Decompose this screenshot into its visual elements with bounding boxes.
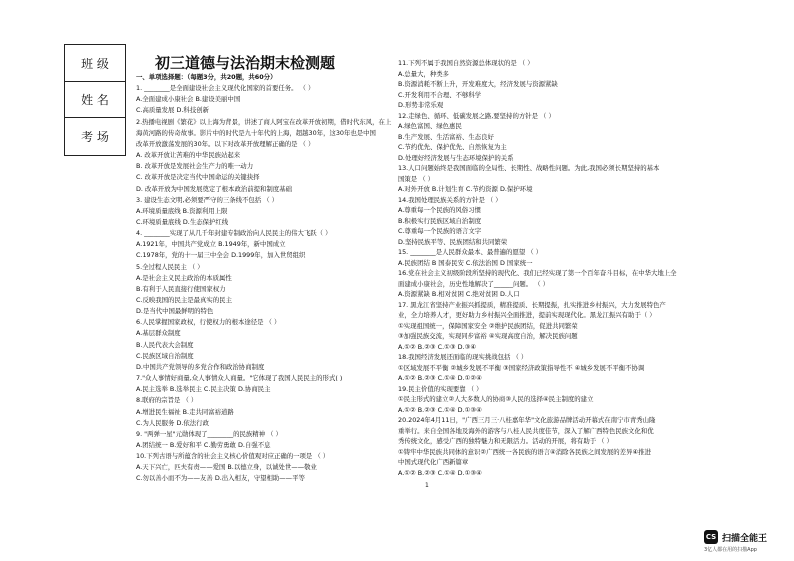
text-line: 6.人民掌握国家政权，行使权力的根本途径是 （ ） [136,318,281,327]
text-line: 4. ________实现了从几千年封建专制政治向人民民主的伟大飞跃（ ） [136,229,332,238]
brand-name: 扫描全能王 [722,533,768,544]
text-line: A.①② B.②③ C.①③ D.③④ [398,342,477,351]
text-line: A.民主选举 B.选举民主 C.民主决策 D.协商民主 [136,385,271,394]
text-line: ①实现祖国统一，保障国家安全 ②维护民族团结，促进共同繁荣 [398,321,578,330]
text-line: 14.我国处理民族关系的方针是 （ ） [398,195,502,204]
text-line: D.处理好经济发展与生态环境保护的关系 [398,153,514,162]
text-line: C.尊重每一个民族的语言文字 [398,227,482,235]
text-line: 9. "两弹一星"元勋体现了________的民族精神 （ ） [136,429,282,438]
text-line: 18.我国经济发展还面临的现实挑战包括 （ ） [398,353,528,361]
text-line: D.形势非常乐观 [398,101,444,109]
text-line: ①区域发展不平衡 ②城乡发展不平衡 ③国家经济政策指导性不 ④城乡发展不平衡不协调 [398,363,645,372]
text-line: D.坚持民族平等、民族团结和共同繁荣 [398,237,508,246]
text-line: 重举行。来自全国各地及海外的游客与八桂人民共度佳节，深入了解广西特色民族文化和优 [398,426,654,435]
text-line: A. 改革开放让苦难的中华民族站起来 [136,151,241,160]
exam-room-field: 考 场 [81,129,109,144]
text-line: A.尊重每一个民族的风俗习惯 [398,206,481,214]
exam-title: 初三道德与法治期末检测题 [155,54,336,72]
text-line: C.为人民服务 D.依法行政 [136,418,209,427]
text-line: A.增进民生福祉 B.走共同富裕道路 [136,407,234,416]
text-line: 2.热播电视剧《繁花》以上海为背景，讲述了商人阿宝在改革开放初期，借时代东风，在上 [136,117,392,126]
text-line: ①铸牢中华民族共同体的意识②广西统一各民族的语言④消除各民族之间发展的差异④推进 [398,447,651,456]
text-line: A.环境质量底线 B.资源利用上限 [136,206,228,215]
text-line: 3. 建设生态文明,必须要严守的三条线不包括 （ ） [136,195,279,204]
text-line: D.中国共产党领导的多党合作和政治协商制度 [136,362,265,371]
text-line: A.是社会主义民主政治的本质属性 [136,273,232,282]
text-line: 15. ________是人民群众最本、最普遍的愿望 （ ） [398,248,543,256]
text-line: A.民族团结 B 国泰民安 C.依法治国 D 国家统一 [398,258,533,267]
text-line: A.绿色富国、绿色惠民 [398,122,462,130]
text-line: A.团结统一 B.爱好和平 C.勤劳勇敢 D.自强不息 [136,440,271,449]
text-line: A.总量大，种类多 [398,69,450,78]
text-line: D. 改革开放为中国发展奠定了根本政治前提和制度基础 [136,184,292,193]
text-line: 一、单项选择题：（每题3分，共20题，共60分） [136,73,277,81]
text-line: B. 改革开放是发展社会生产力的唯一动力 [136,162,254,171]
text-line: 国策是 （ ） [398,174,435,183]
text-line: 中国式现代化广西新篇章 [398,458,469,466]
text-line: 面建成小康社会，历史性地解决了______问题。 （ ） [398,279,550,288]
name-field: 姓 名 [65,81,125,118]
text-line: C. 改革开放是决定当代中国命运的关键抉择 [136,173,260,182]
text-line: C.高质量发展 D.科技创新 [136,106,209,115]
text-line: C.民族区域自治制度 [136,351,194,360]
student-info-box [64,44,126,156]
text-line: B.生产发展、生活富裕、生态良好 [398,132,494,141]
text-line: C.节约优先、保护优先、自然恢复为主 [398,143,507,151]
brand-tagline: 3亿人都在用的扫描App [704,547,757,553]
text-line: A.①② B.②③ C.①④ D.①③④ [398,468,482,477]
text-line: A.基层群众制度 [136,329,181,338]
text-line: 秀传统文化，感受广西的独特魅力和无限活力。活动的开展，将有助于 （ ） [398,437,613,445]
text-line: 20.2024年4月11日，"广西三月三·八桂嘉年华"文化旅游品牌活动开幕式在南宁市青秀山隆 [398,416,656,424]
text-line: 海黄河路的传奇故事。影片中的时代是九十年代的上海，超越30年，这30年也是中国 [136,128,376,137]
text-line: 改革开放激荡发展的30年。以下对改革开放理解正确的是 （ ） [136,139,315,148]
text-line: A.对外开放 B.计划生育 C.节约资源 D.保护环境 [398,185,533,193]
page-number: 1 [425,482,429,489]
text-line: 5.全过程人民民主 （ ） [136,262,204,271]
text-line: A.①② B.②③ C.①④ D.①③④ [398,405,482,414]
text-line: A.①② B.②③ C.①④ D.①②④ [398,374,482,382]
text-line: ③加强民族交流，实现同步富裕 ④实现高度自治，解决民族问题 [398,332,578,340]
text-line: 19.民主价值的实现要靠 （ ） [398,384,483,393]
camscanner-logo-icon: CS [704,530,718,544]
text-line: B.人民代表大会制度 [136,340,194,349]
text-line: C.开发利用不合理、不够科学 [398,90,482,99]
text-line: ①民主形式的建立②人大多数人的协商③人民的选择④民主制度的建立 [398,395,594,403]
text-line: B.积极实行民族区域自治制度 [398,216,482,225]
text-line: 12.走绿色、循环、低碳发展之路,要坚持的方针是 （ ） [398,111,555,120]
text-line: B.资源消耗不断上升，开发难度大，经济发展与资源紧缺 [398,80,558,88]
text-line: 10.下列古语与所蕴含的社会主义核心价值观对应正确的一项是 （ ） [136,452,330,461]
text-line: C.环境质量底线 D.生态保护红线 [136,217,229,226]
text-line: B.有利于人民直接行使国家权力 [136,284,226,293]
text-line: C.反映我国的民主是最真实的民主 [136,296,232,304]
text-line: D.是当代中国最鲜明的特色 [136,307,214,316]
text-line: A.1921年，中国共产党成立 B.1949年，新中国成立 [136,240,286,249]
text-line: 1. ________是全面建设社会主义现代化国家的首要任务。 （ ） [136,84,315,93]
text-line: 16.党在社会主义初级阶段所坚持的现代化、我们已经实现了第一个百年奋斗目标，在中华大地上全 [398,269,677,277]
class-field: 班 级 [65,45,125,82]
text-line: 11.下列不属于我国自然资源总体现状的是 （ ） [398,59,534,67]
text-line: A.资源紧缺 B.相对贫困 C.绝对贫困 D.人口 [398,290,520,298]
text-line: 13.人口问题始终是我国面临的全局性、长期性、战略性问题。为此,我国必须长期坚持的基本 [398,164,660,172]
text-line: 8.联府的宗旨是 （ ） [136,396,198,405]
text-line: 17. 黑龙江省坚持产业振兴抓提质，精准提质、长期提振，扎实推进乡村振兴，大力发展特色产 [398,300,666,309]
text-line: C.1978年，党的十一届三中全会 D.1999年，加入世贸组织 [136,251,306,260]
scanner-watermark [704,530,767,544]
text-line: 7."众人事情好商量,众人事情众人商量。"它体现了我国人民民主的形式( ) [136,374,343,383]
text-line: 业，全力培养人才，更好助力乡村振兴全面推进，提前实现现代化。黑龙江振兴有助于（ ） [398,311,656,319]
text-line: A.全面建成小康社会 B.建设美丽中国 [136,95,241,104]
text-line: A.天下兴亡，匹夫有责——爱国 B.以德立身，以诚处世——敬业 [136,463,317,472]
text-line: C.勿以善小而不为——友善 D.出入相友，守望相助——平等 [136,474,305,483]
